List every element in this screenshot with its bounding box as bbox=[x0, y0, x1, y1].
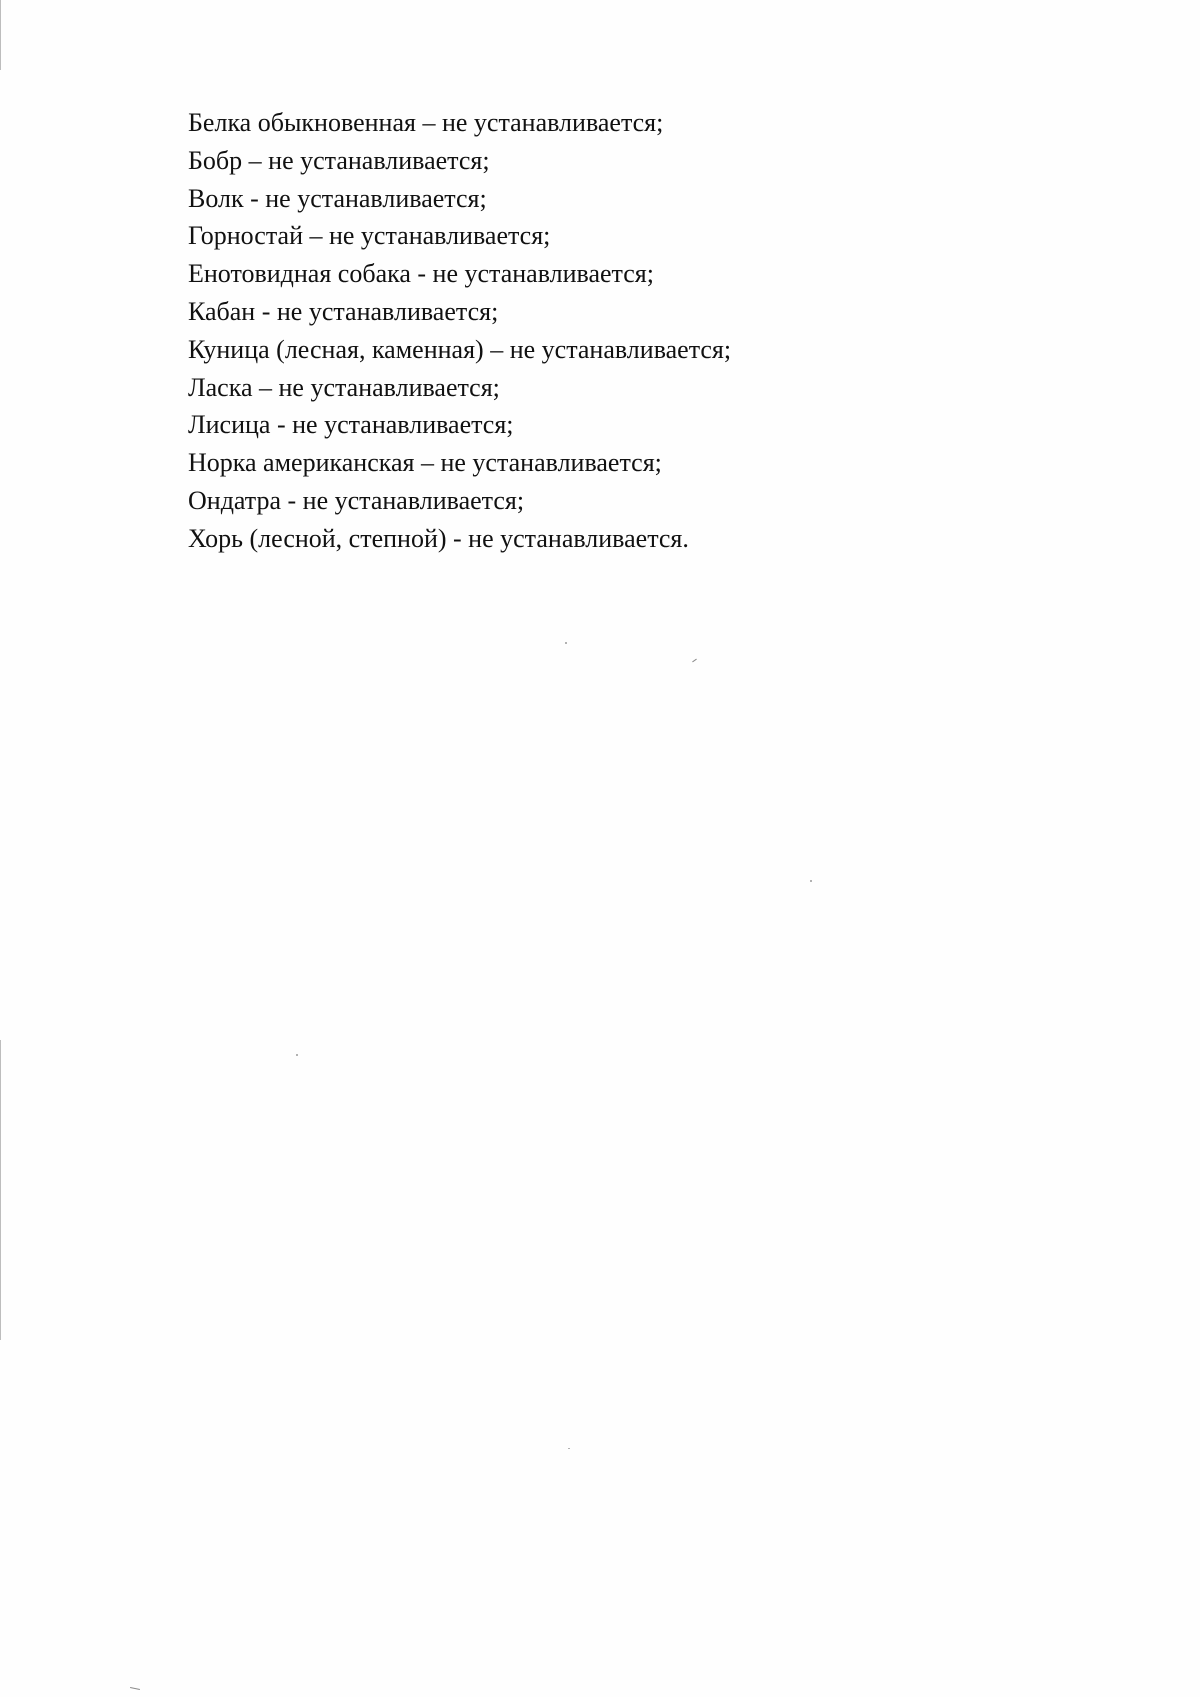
list-item: Норка американская – не устанавливается; bbox=[188, 448, 662, 478]
list-item: Енотовидная собака - не устанавливается; bbox=[188, 259, 654, 289]
scan-speck bbox=[568, 1448, 570, 1449]
list-item: Хорь (лесной, степной) - не устанавливается. bbox=[188, 523, 689, 553]
document-body bbox=[188, 104, 1088, 558]
list-item: Бобр – не устанавливается; bbox=[188, 145, 490, 175]
scan-speck bbox=[296, 1054, 298, 1056]
scan-speck bbox=[565, 642, 567, 644]
list-item: Куница (лесная, каменная) – не устанавливается; bbox=[188, 334, 732, 364]
scan-edge-mark bbox=[0, 0, 1, 70]
scan-speck bbox=[130, 1687, 140, 1690]
list-item: Лисица - не устанавливается; bbox=[188, 410, 514, 440]
list-item: Ондатра - не устанавливается; bbox=[188, 485, 525, 515]
list-item: Горностай – не устанавливается; bbox=[188, 221, 551, 251]
scan-speck bbox=[810, 880, 812, 882]
list-item: Волк - не устанавливается; bbox=[188, 183, 487, 213]
scan-speck bbox=[692, 659, 697, 663]
list-item: Белка обыкновенная – не устанавливается; bbox=[188, 108, 664, 137]
list-item: Ласка – не устанавливается; bbox=[188, 372, 500, 402]
scan-edge-mark bbox=[0, 1040, 1, 1340]
list-item: Кабан - не устанавливается; bbox=[188, 296, 499, 326]
